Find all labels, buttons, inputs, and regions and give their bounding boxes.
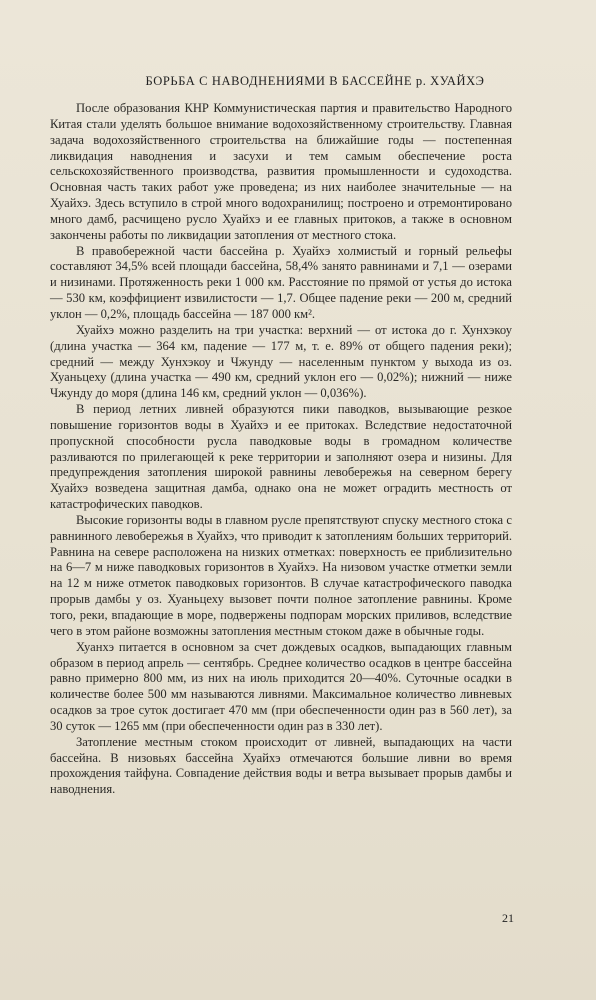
paragraph: В правобережной части бассейна р. Хуайхэ холмистый и горный рельефы составляют 34,5% всей площади бассейна, 58,4% занято равнинами и 7,1 — озерами и низинами. Протяженность реки 1 000 км. Расстояние по прямой от устья до истока — 530 км, коэффициент извилистости — 1,7. Общее падение реки — 200 м, средний уклон — 0,2%, площадь бассейна — 187 000 км². [50,243,512,321]
paragraph: Хуанхэ питается в основном за счет дождевых осадков, выпадающих главным образом в период апрель — сентябрь. Среднее количество осадков в центре бассейна равно примерно 800 мм, из них на июль приходится 20—40%. Суточные осадки в количестве более 500 мм называются ливнями. Максимальное количество ливневых осадков за трое суток достигает 470 мм (при обеспеченности один раз в 560 лет), за 30 суток — 1265 мм (при обеспеченности один раз в 330 лет). [50,639,512,733]
paragraph: Затопление местным стоком происходит от ливней, выпадающих на части бассейна. В низовьях бассейна Хуайхэ отмечаются большие ливни во время прохождения тайфуна. Совпадение действия воды и ветра вызывает прорыв дамбы и наводнения. [50,734,512,797]
paragraph: Хуайхэ можно разделить на три участка: верхний — от истока до г. Хунхэкоу (длина участка — 364 км, падение — 177 м, т. е. 89% от общего падения реки); средний — между Хунхэкоу и Чжунду — населенным пунктом у выхода из оз. Хуаньцеху (длина участка — 490 км, средний уклон его — 0,02%); нижний — ниже Чжунду до моря (длина 146 км, средний уклон — 0,036%). [50,322,512,401]
body-text [50,101,512,798]
page-number: 21 [502,911,514,925]
page-title: БОРЬБА С НАВОДНЕНИЯМИ В БАССЕЙНЕ р. ХУАЙХЭ [145,74,485,88]
paragraph: Высокие горизонты воды в главном русле препятствуют спуску местного стока с равнинного левобережья в Хуайхэ, что приводит к затоплениям больших территорий. Равнина на севере расположена на низких отметках: поверхность ее приблизительно на 6—7 м ниже паводковых горизонтов в Хуайхэ. На низовом участке отметки земли на 12 м ниже отметок паводковых горизонтов. В случае катастрофического паводка прорыв дамбы у оз. Хуаньцеху вызовет почти полное затопление равнины. Кроме того, реки, впадающие в море, подвержены подпорам морских приливов, вследствие чего в этом районе возможны затопления местным стоком даже в обычные годы. [50,512,512,638]
paragraph: После образования КНР Коммунистическая партия и правительство Народного Китая стали уделять большое внимание водохозяйственному строительству. Главная задача водохозяйственного строительства на ближайшие годы — постепенная ликвидация наводнения и засухи и тем самым обеспечение роста сельскохозяйственного производства, развития промышленности и судоходства. Основная часть таких работ уже проведена; из них наиболее значительные — на Хуайхэ. Здесь вступило в строй много водохранилищ; построено и отремонтировано много дамб, расчищено русло Хуайхэ и ее главных притоков, а также в основном закончены работы по ликвидации затопления от местного стока. [50,101,512,242]
paragraph: В период летних ливней образуются пики паводков, вызывающие резкое повышение горизонтов воды в Хуайхэ и ее притоках. Вследствие недостаточной пропускной способности русла паводковые воды в громадном количестве разливаются по прилегающей к реке территории и заполняют озера и низины. Для предупреждения затопления широкой равнины левобережья на северном берегу Хуайхэ возведена защитная дамба, однако она не может оградить местность от катастрофических паводков. [50,402,512,512]
